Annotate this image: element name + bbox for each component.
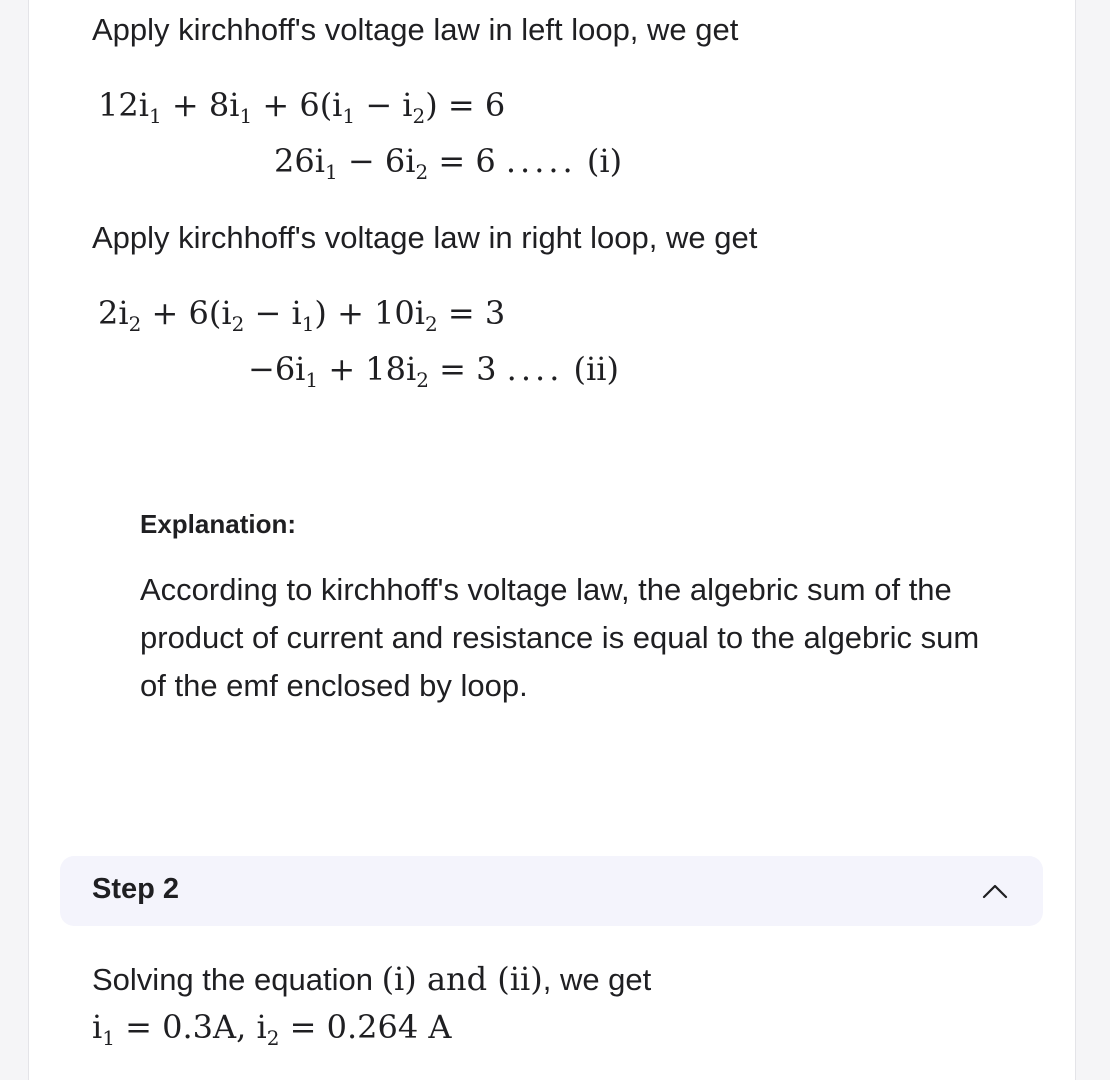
- step-2-solve-text: Solving the equation (i) and (ii), we get: [92, 960, 652, 998]
- right-loop-intro: Apply kirchhoff's voltage law in right loop, we get: [92, 220, 758, 255]
- equation-label-ii: (ii): [563, 350, 619, 388]
- step-2-result: $i_1 = 0.3A$, $i_2 = 0.264$ A: [92, 1008, 452, 1050]
- left-loop-intro: Apply kirchhoff's voltage law in left loop, we get: [92, 12, 739, 47]
- explanation-body: According to kirchhoff's voltage law, the algebric sum of the product of current and resistance is equal to the algebric sum of the emf enclosed by loop.: [140, 572, 980, 703]
- explanation-title: Explanation:: [140, 509, 297, 539]
- step-2-header[interactable]: [60, 856, 1043, 926]
- right-loop-equation-1: $2i_2 + 6(i_2 - i_1) + 10i_2 = 3$: [98, 294, 506, 336]
- left-loop-equation-1: $12i_1 + 8i_1 + 6(i_1 - i_2) = 6$: [98, 86, 506, 128]
- right-loop-equation-2: $-6i_1 + 18i_2 = 3$ .... (ii): [248, 350, 619, 392]
- chevron-up-icon[interactable]: [981, 878, 1009, 906]
- equation-label-i: (i): [576, 142, 623, 180]
- step-2-title: Step 2: [92, 873, 180, 905]
- left-loop-equation-2: $26i_1 - 6i_2 = 6$ ..... (i): [274, 142, 623, 184]
